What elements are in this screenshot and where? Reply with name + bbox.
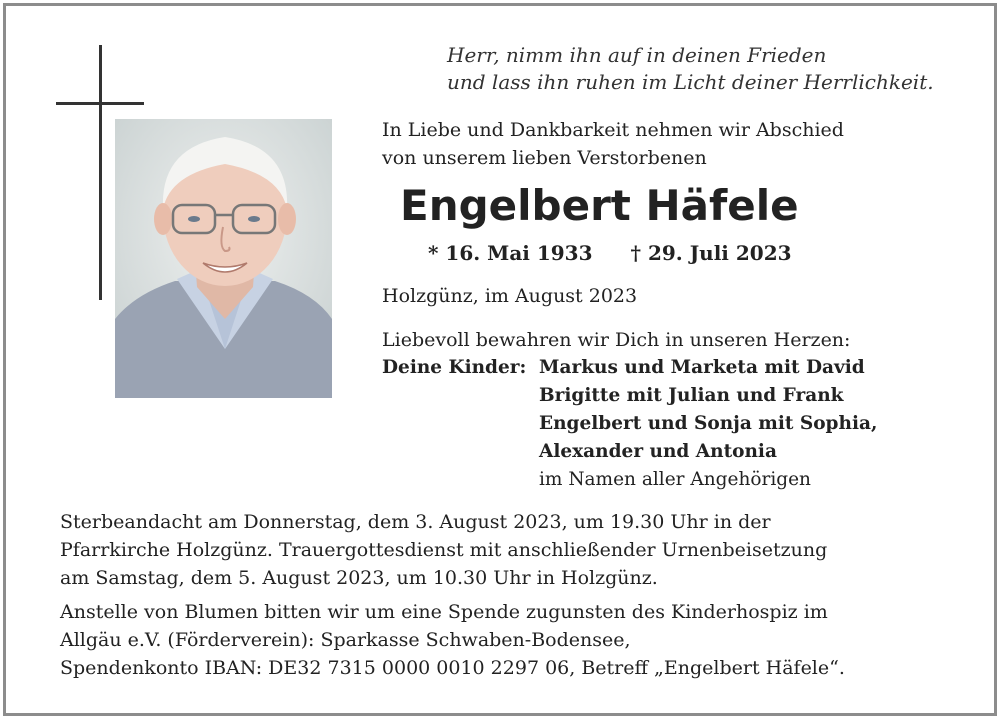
cross-icon bbox=[99, 45, 102, 300]
intro-line-1: In Liebe und Dankbarkeit nehmen wir Abschied bbox=[382, 119, 844, 141]
family-line: Alexander und Antonia bbox=[539, 441, 777, 462]
loving-words: Liebevoll bewahren wir Dich in unseren Herzen: bbox=[382, 329, 851, 351]
intro-text bbox=[382, 116, 844, 172]
quote-line-1: Herr, nimm ihn auf in deinen Frieden bbox=[447, 43, 827, 67]
family-list bbox=[539, 354, 877, 494]
donation-details bbox=[60, 598, 845, 682]
family-line: Markus und Marketa mit David bbox=[539, 357, 865, 378]
life-dates bbox=[428, 240, 792, 266]
scripture-quote bbox=[447, 42, 934, 96]
quote-line-2: und lass ihn ruhen im Licht deiner Herrlichkeit. bbox=[447, 70, 934, 94]
service-line-2: Pfarrkirche Holzgünz. Trauergottesdienst mit anschließender Urnenbeisetzung bbox=[60, 539, 828, 561]
death-date: † 29. Juli 2023 bbox=[630, 241, 792, 265]
place-and-date: Holzgünz, im August 2023 bbox=[382, 285, 638, 307]
family-line: Brigitte mit Julian und Frank bbox=[539, 385, 844, 406]
family-label: Deine Kinder: bbox=[382, 357, 527, 378]
intro-line-2: von unserem lieben Verstorbenen bbox=[382, 147, 707, 169]
portrait-photo bbox=[115, 119, 332, 398]
service-line-1: Sterbeandacht am Donnerstag, dem 3. August 2023, um 19.30 Uhr in der bbox=[60, 511, 771, 533]
donation-line-1: Anstelle von Blumen bitten wir um eine Spende zugunsten des Kinderhospiz im bbox=[60, 601, 828, 623]
service-line-3: am Samstag, dem 5. August 2023, um 10.30 Uhr in Holzgünz. bbox=[60, 567, 658, 589]
deceased-name: Engelbert Häfele bbox=[400, 181, 799, 230]
family-closing: im Namen aller Angehörigen bbox=[539, 469, 811, 490]
family-line: Engelbert und Sonja mit Sophia, bbox=[539, 413, 878, 434]
donation-line-3: Spendenkonto IBAN: DE32 7315 0000 0010 2297 06, Betreff „Engelbert Häfele“. bbox=[60, 657, 845, 679]
birth-date: * 16. Mai 1933 bbox=[428, 241, 593, 265]
cross-icon-crossbar bbox=[56, 102, 144, 105]
service-details bbox=[60, 508, 827, 592]
donation-line-2: Allgäu e.V. (Förderverein): Sparkasse Schwaben-Bodensee, bbox=[60, 629, 631, 651]
